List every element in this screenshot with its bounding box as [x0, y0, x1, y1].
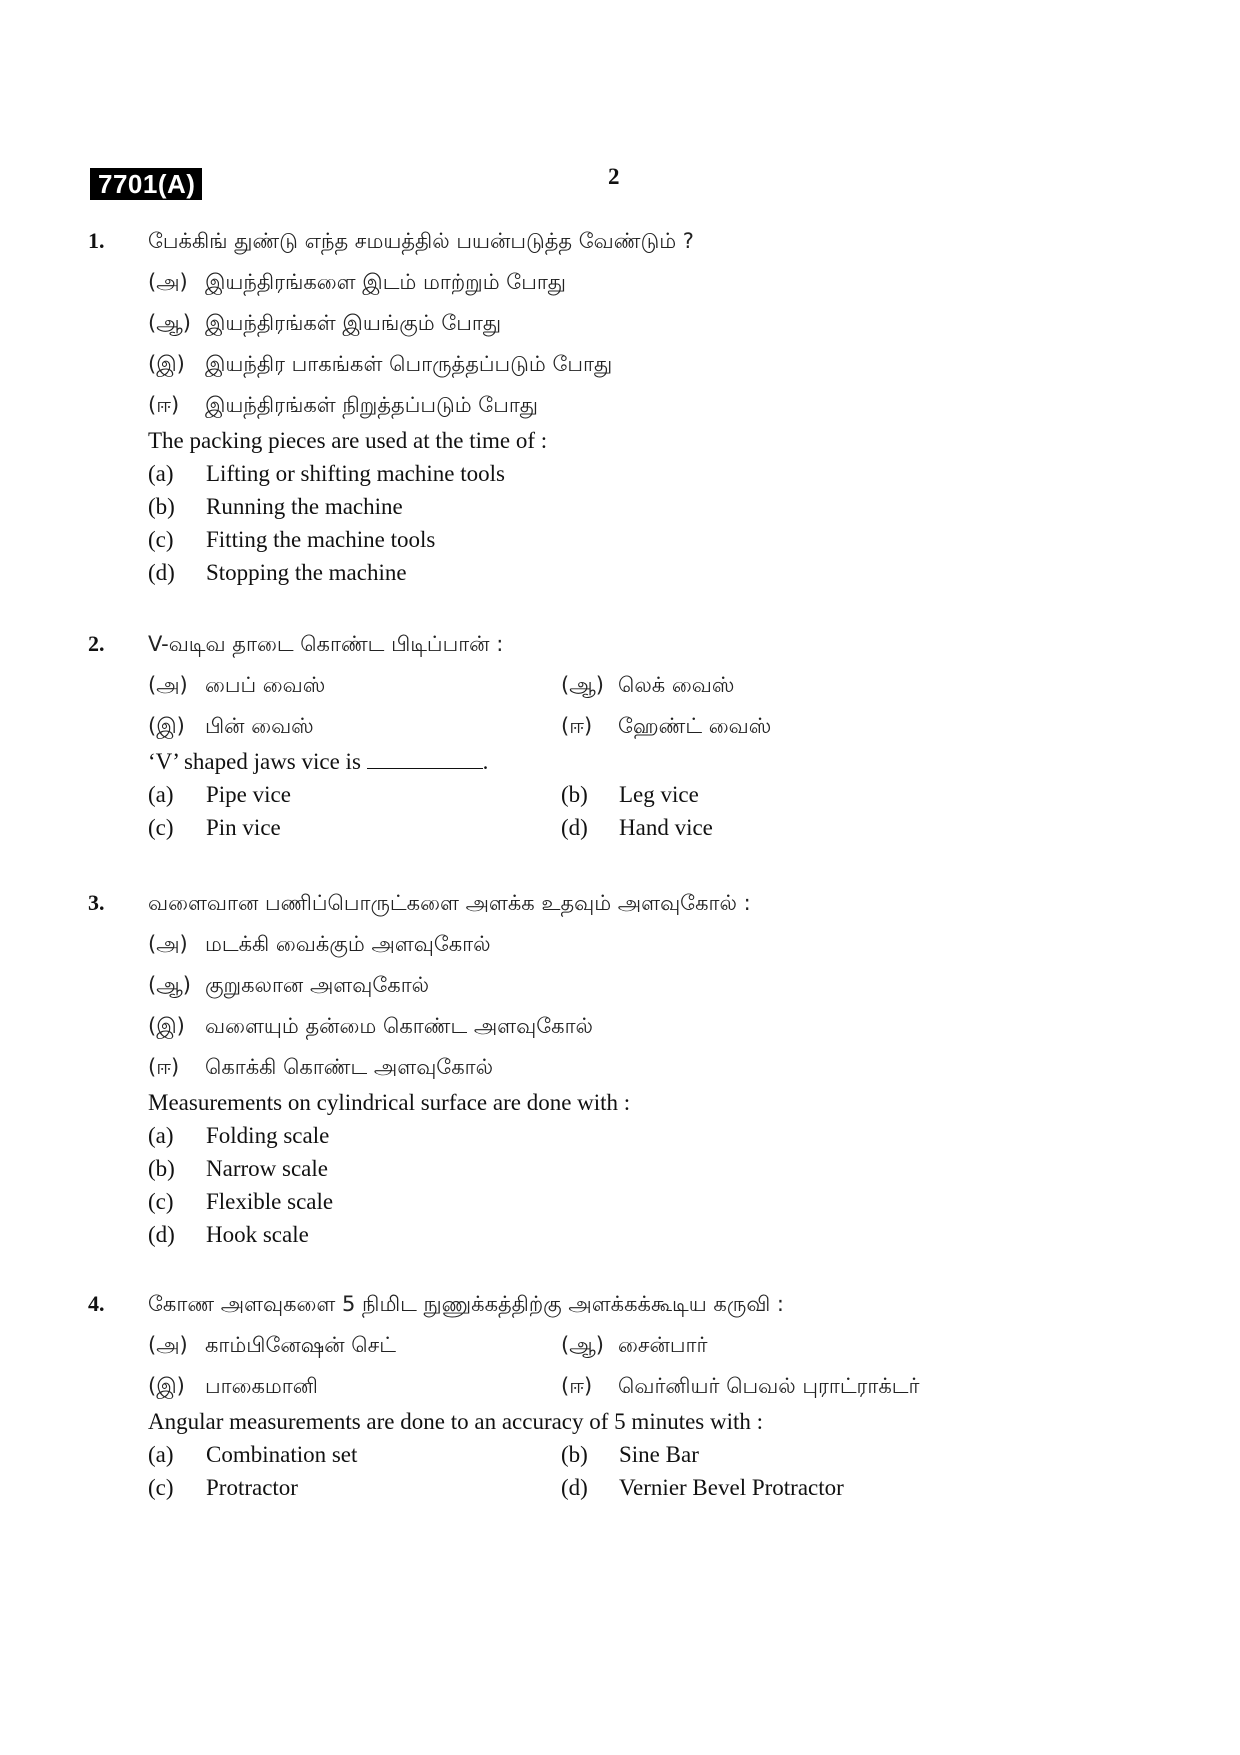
option-marker: (ஈ)	[148, 393, 180, 417]
option-text: லெக் வைஸ்	[618, 673, 735, 697]
english-option-a	[148, 458, 505, 490]
option-marker: (c)	[148, 527, 174, 552]
tamil-question-stem: V-வடிவ தாடை கொண்ட பிடிப்பான் :	[148, 632, 504, 656]
tamil-option-c	[148, 710, 314, 742]
english-question-stem: Angular measurements are done to an accuracy of 5 minutes with :	[148, 1409, 764, 1434]
option-text: Narrow scale	[206, 1156, 328, 1181]
option-marker: (d)	[148, 560, 175, 585]
tamil-option-d	[148, 1051, 493, 1083]
option-text: Folding scale	[206, 1123, 330, 1148]
option-marker: (ஆ)	[561, 1333, 604, 1357]
english-option-b	[561, 1439, 699, 1471]
tamil-question-stem: கோண அளவுகளை 5 நிமிட நுணுக்கத்திற்கு அளக்கக்கூடிய கருவி :	[148, 1292, 784, 1316]
option-text: Lifting or shifting machine tools	[206, 461, 505, 486]
tamil-option-a	[148, 669, 325, 701]
english-option-d	[561, 812, 713, 844]
option-marker: (ஈ)	[148, 1055, 180, 1079]
tamil-option-d	[561, 710, 771, 742]
option-marker: (c)	[148, 815, 174, 840]
option-text: சைன்பார்	[618, 1333, 708, 1357]
option-marker: (அ)	[148, 270, 188, 294]
option-text: வளையும் தன்மை கொண்ட அளவுகோல்	[205, 1014, 593, 1038]
tamil-option-b	[148, 307, 501, 339]
question-paper-code: 7701(A)	[90, 168, 202, 200]
tamil-question-stem: பேக்கிங் துண்டு எந்த சமயத்தில் பயன்படுத்த வேண்டும் ?	[148, 229, 694, 253]
english-option-d	[561, 1472, 844, 1504]
option-marker: (இ)	[148, 352, 185, 376]
option-marker: (ஆ)	[148, 311, 191, 335]
option-text: Combination set	[206, 1442, 358, 1467]
tamil-option-b	[148, 969, 429, 1001]
tamil-option-a	[148, 266, 566, 298]
english-option-b	[148, 1153, 328, 1185]
english-option-a	[148, 1439, 357, 1471]
option-marker: (c)	[148, 1475, 174, 1500]
page-number: 2	[608, 164, 620, 189]
option-text: Hook scale	[206, 1222, 309, 1247]
option-marker: (இ)	[148, 714, 185, 738]
english-question-stem: Measurements on cylindrical surface are done with :	[148, 1090, 631, 1115]
option-text: Flexible scale	[206, 1189, 334, 1214]
option-text: வெர்னியர் பெவல் புராட்ராக்டர்	[618, 1374, 920, 1398]
option-text: பைப் வைஸ்	[205, 673, 326, 697]
option-marker: (இ)	[148, 1374, 185, 1398]
english-option-a	[148, 1120, 329, 1152]
tamil-option-c	[148, 348, 612, 380]
option-marker: (a)	[148, 461, 174, 486]
tamil-question-stem: வளைவான பணிப்பொருட்களை அளக்க உதவும் அளவுகோல் :	[148, 891, 751, 915]
tamil-option-d	[148, 389, 538, 421]
option-text: இயந்திர பாகங்கள் பொருத்தப்படும் போது	[205, 352, 613, 376]
option-text: Stopping the machine	[206, 560, 407, 585]
option-marker: (b)	[561, 782, 588, 807]
option-marker: (c)	[148, 1189, 174, 1214]
option-marker: (b)	[148, 1156, 175, 1181]
fill-in-blank	[367, 750, 483, 769]
option-marker: (ஆ)	[561, 673, 604, 697]
stem-end: .	[482, 749, 489, 774]
tamil-option-c	[148, 1370, 318, 1402]
option-marker: (இ)	[148, 1014, 185, 1038]
option-marker: (ஈ)	[561, 714, 593, 738]
option-text: கொக்கி கொண்ட அளவுகோல்	[205, 1055, 494, 1079]
option-marker: (a)	[148, 782, 174, 807]
tamil-option-a	[148, 928, 491, 960]
option-marker: (d)	[561, 1475, 588, 1500]
question-number: 1.	[88, 228, 105, 253]
option-text: Protractor	[206, 1475, 298, 1500]
english-question-stem	[148, 746, 488, 778]
english-option-d	[148, 1219, 309, 1251]
option-marker: (b)	[561, 1442, 588, 1467]
option-text: Fitting the machine tools	[206, 527, 436, 552]
english-option-b	[148, 491, 403, 523]
question-number: 3.	[88, 890, 105, 915]
option-text: Pipe vice	[206, 782, 291, 807]
english-option-c	[148, 1472, 298, 1504]
option-marker: (d)	[561, 815, 588, 840]
option-marker: (அ)	[148, 1333, 188, 1357]
option-marker: (ஈ)	[561, 1374, 593, 1398]
tamil-option-b	[561, 669, 734, 701]
option-text: Running the machine	[206, 494, 403, 519]
english-question-stem: The packing pieces are used at the time of :	[148, 428, 548, 453]
option-text: இயந்திரங்களை இடம் மாற்றும் போது	[205, 270, 567, 294]
english-option-c	[148, 812, 281, 844]
option-text: குறுகலான அளவுகோல்	[205, 973, 430, 997]
tamil-option-c	[148, 1010, 593, 1042]
option-marker: (b)	[148, 494, 175, 519]
english-option-a	[148, 779, 291, 811]
option-marker: (அ)	[148, 673, 188, 697]
english-option-b	[561, 779, 699, 811]
option-text: பாகைமானி	[205, 1374, 318, 1398]
option-text: Vernier Bevel Protractor	[619, 1475, 844, 1500]
english-option-c	[148, 1186, 333, 1218]
option-marker: (a)	[148, 1123, 174, 1148]
option-text: Pin vice	[206, 815, 281, 840]
question-number: 2.	[88, 631, 105, 656]
english-option-d	[148, 557, 407, 589]
tamil-option-d	[561, 1370, 919, 1402]
question-number: 4.	[88, 1291, 105, 1316]
option-text: இயந்திரங்கள் இயங்கும் போது	[205, 311, 502, 335]
option-text: Leg vice	[619, 782, 699, 807]
english-option-c	[148, 524, 435, 556]
option-marker: (a)	[148, 1442, 174, 1467]
option-text: காம்பினேஷன் செட்	[205, 1333, 396, 1357]
option-marker: (d)	[148, 1222, 175, 1247]
option-marker: (ஆ)	[148, 973, 191, 997]
option-text: இயந்திரங்கள் நிறுத்தப்படும் போது	[205, 393, 539, 417]
option-text: Sine Bar	[619, 1442, 699, 1467]
option-marker: (அ)	[148, 932, 188, 956]
tamil-option-b	[561, 1329, 707, 1361]
option-text: Hand vice	[619, 815, 713, 840]
option-text: மடக்கி வைக்கும் அளவுகோல்	[205, 932, 491, 956]
tamil-option-a	[148, 1329, 396, 1361]
option-text: ஹேண்ட் வைஸ்	[618, 714, 772, 738]
option-text: பின் வைஸ்	[205, 714, 314, 738]
stem-text: ‘V’ shaped jaws vice is	[148, 749, 361, 774]
